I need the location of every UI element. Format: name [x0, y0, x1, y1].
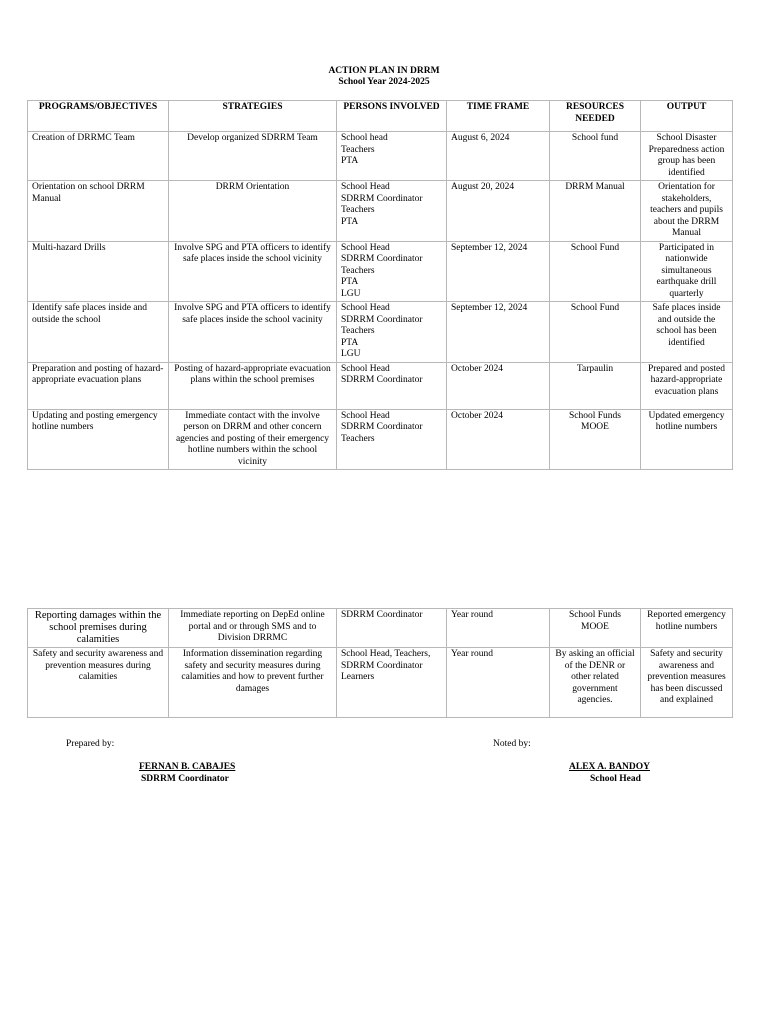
- person: School Head: [341, 182, 390, 192]
- prepared-by-name: FERNAN B. CABAJES: [139, 762, 236, 772]
- person: Teachers: [341, 144, 375, 155]
- cell-output: Reported emergency hotline numbers: [641, 609, 733, 648]
- person: PTA: [341, 337, 359, 348]
- person: SDRRM Coordinator: [341, 422, 423, 432]
- cell-persons: [337, 409, 447, 470]
- header-resources: RESOURCES NEEDED: [550, 101, 641, 132]
- cell-resources: Tarpaulin: [550, 362, 641, 409]
- person: SDRRM Coordinator: [341, 254, 423, 264]
- cell-time: Year round: [447, 609, 550, 648]
- cell-time: Year round: [447, 648, 550, 718]
- cell-output: Safe places inside and outside the school has been identified: [641, 302, 733, 363]
- cell-time: October 2024: [447, 409, 550, 470]
- table-header-row: [28, 101, 733, 132]
- person: Teachers: [341, 265, 375, 276]
- cell-program: Updating and posting emergency hotline numbers: [28, 409, 169, 470]
- header-strategies: STRATEGIES: [169, 101, 337, 132]
- cell-resources: School Fund: [550, 302, 641, 363]
- cell-output: Participated in nationwide simultaneous earthquake drill quarterly: [641, 241, 733, 302]
- cell-persons: [337, 362, 447, 409]
- table-row: [28, 132, 733, 181]
- header-output: OUTPUT: [641, 101, 733, 132]
- cell-persons: [337, 302, 447, 363]
- cell-strategy: Develop organized SDRRM Team: [169, 132, 337, 181]
- header-programs: PROGRAMS/OBJECTIVES: [28, 101, 169, 132]
- person: PTA: [341, 277, 359, 287]
- cell-strategy: DRRM Orientation: [169, 181, 337, 242]
- person: SDRRM Coordinator: [341, 375, 423, 385]
- action-plan-table: [27, 100, 733, 470]
- cell-strategy: Immediate contact with the involve person on DRRM and other concern agencies and posting of their emergency hotline numbers within the school vicinity: [169, 409, 337, 470]
- person: LGU: [341, 288, 361, 299]
- person: PTA: [341, 216, 359, 227]
- prepared-by-label: Prepared by:: [66, 739, 115, 749]
- person: SDRRM Coordinator: [341, 193, 423, 204]
- document-title: ACTION PLAN IN DRRM: [328, 66, 440, 76]
- cell-program: Safety and security awareness and prevention measures during calamities: [28, 648, 169, 718]
- cell-program: Preparation and posting of hazard-appropriate evacuation plans: [28, 362, 169, 409]
- person: Learners: [341, 672, 375, 682]
- cell-program: Multi-hazard Drills: [28, 241, 169, 302]
- table-row: [28, 241, 733, 302]
- cell-strategy: Involve SPG and PTA officers to identify safe places inside the school vicinity: [169, 241, 337, 302]
- cell-time: October 2024: [447, 362, 550, 409]
- cell-program: Reporting damages within the school premises during calamities: [28, 609, 169, 648]
- table-row: [28, 302, 733, 363]
- cell-resources: School fund: [550, 132, 641, 181]
- cell-output: School Disaster Preparedness action group has been identified: [641, 132, 733, 181]
- person: School Head: [341, 242, 390, 253]
- cell-persons: [337, 648, 447, 718]
- person: School Head, Teachers, SDRRM Coordinator: [341, 649, 431, 671]
- cell-program: Creation of DRRMC Team: [28, 132, 169, 181]
- noted-by-label: Noted by:: [493, 739, 531, 749]
- cell-resources: School Fund: [550, 241, 641, 302]
- table-row: [28, 409, 733, 470]
- cell-output: Safety and security awareness and prevention measures has been discussed and explained: [641, 648, 733, 718]
- cell-strategy: Immediate reporting on DepEd online portal and or through SMS and to Division DRRMC: [169, 609, 337, 648]
- cell-time: September 12, 2024: [447, 302, 550, 363]
- cell-strategy: Information dissemination regarding safety and security measures during calamities and how to prevent further damages: [169, 648, 337, 718]
- person: Teachers: [341, 205, 375, 215]
- person: Teachers: [341, 433, 375, 444]
- cell-output: Updated emergency hotline numbers: [641, 409, 733, 470]
- cell-persons: [337, 241, 447, 302]
- cell-persons: [337, 609, 447, 648]
- header-time-frame: TIME FRAME: [447, 101, 550, 132]
- cell-time: August 20, 2024: [447, 181, 550, 242]
- cell-program: Identify safe places inside and outside the school: [28, 302, 169, 363]
- table-row: [28, 648, 733, 718]
- cell-persons: [337, 132, 447, 181]
- cell-output: Prepared and posted hazard-appropriate evacuation plans: [641, 362, 733, 409]
- person: School Head: [341, 363, 390, 374]
- noted-by-role: School Head: [590, 774, 641, 784]
- cell-output: Orientation for stakeholders, teachers and pupils about the DRRM Manual: [641, 181, 733, 242]
- person: LGU: [341, 349, 361, 359]
- cell-resources: By asking an official of the DENR or other related government agencies.: [550, 648, 641, 718]
- cell-persons: [337, 181, 447, 242]
- cell-program: Orientation on school DRRM Manual: [28, 181, 169, 242]
- noted-by-name: ALEX A. BANDOY: [569, 762, 651, 772]
- person: SDRRM Coordinator: [341, 610, 423, 620]
- table-row: [28, 181, 733, 242]
- document-subtitle: School Year 2024-2025: [338, 77, 430, 87]
- cell-time: September 12, 2024: [447, 241, 550, 302]
- person: Teachers: [341, 326, 375, 336]
- cell-resources: School Funds MOOE: [550, 609, 641, 648]
- action-plan-table-continued: [27, 608, 733, 718]
- cell-time: August 6, 2024: [447, 132, 550, 181]
- cell-resources: DRRM Manual: [550, 181, 641, 242]
- table-row: [28, 609, 733, 648]
- cell-strategy: Involve SPG and PTA officers to identify safe places inside the school vacinity: [169, 302, 337, 363]
- person: School Head: [341, 410, 390, 421]
- header-persons: PERSONS INVOLVED: [337, 101, 447, 132]
- person: School head: [341, 133, 388, 143]
- cell-resources: School Funds MOOE: [550, 409, 641, 470]
- cell-strategy: Posting of hazard-appropriate evacuation plans within the school premises: [169, 362, 337, 409]
- person: School Head: [341, 303, 390, 313]
- table-row: [28, 362, 733, 409]
- person: PTA: [341, 156, 359, 166]
- prepared-by-role: SDRRM Coordinator: [141, 774, 229, 784]
- person: SDRRM Coordinator: [341, 314, 423, 325]
